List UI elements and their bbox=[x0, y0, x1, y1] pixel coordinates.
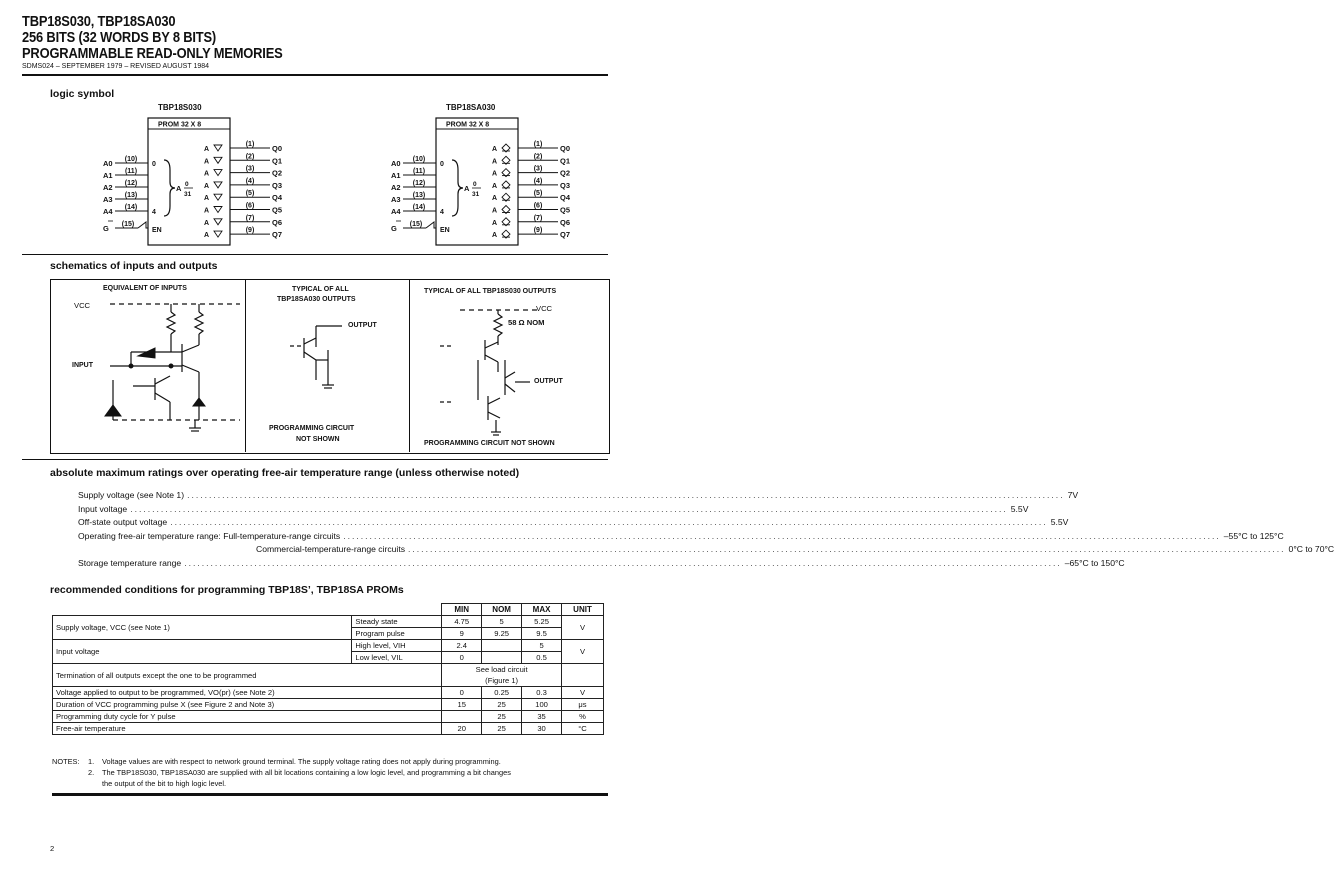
abs-max-label: Off-state output voltage bbox=[78, 517, 168, 527]
output-a: A bbox=[492, 158, 498, 166]
schematics-rule bbox=[22, 459, 608, 460]
rec-cond-table bbox=[52, 603, 604, 735]
dur-label: Duration of VCC programming pulse X (see Figure 2 and Note 3) bbox=[53, 699, 442, 711]
output-a: A bbox=[204, 219, 210, 227]
prog-max: 9.5 bbox=[522, 628, 562, 640]
dur-min: 15 bbox=[442, 699, 482, 711]
address-top: 0 bbox=[185, 181, 189, 188]
term-value-line2: (Figure 1) bbox=[485, 676, 519, 685]
supply-label: Supply voltage, VCC (see Note 1) bbox=[53, 616, 352, 640]
input-a1: A1 bbox=[391, 171, 401, 180]
abs-max-row bbox=[78, 503, 1029, 518]
panel3-output: OUTPUT bbox=[534, 378, 563, 385]
abs-max-value: 5.5V bbox=[1010, 503, 1029, 514]
output-q4: Q4 bbox=[560, 193, 571, 203]
output-q6: Q6 bbox=[272, 217, 283, 227]
output-pin: (6) bbox=[245, 202, 255, 210]
temp-unit: °C bbox=[562, 723, 604, 735]
input-pin: (12) bbox=[412, 180, 426, 187]
input-a4: A4 bbox=[391, 207, 401, 216]
input-pin: (10) bbox=[412, 156, 426, 163]
input-pin: (11) bbox=[412, 168, 426, 175]
input-a2: A2 bbox=[391, 183, 401, 192]
prog-min: 9 bbox=[442, 628, 482, 640]
abs-max-value: 5.5V bbox=[1050, 517, 1069, 527]
output-q3: Q3 bbox=[272, 180, 283, 190]
input-pin: (13) bbox=[124, 192, 138, 199]
abs-max-value: –65°C to 150°C bbox=[1064, 557, 1125, 568]
output-a: A bbox=[204, 170, 210, 178]
output-pin: (5) bbox=[245, 190, 255, 198]
duty-min bbox=[442, 711, 482, 723]
input-a0: A0 bbox=[391, 159, 401, 168]
input-label: Input voltage bbox=[53, 640, 352, 664]
input-unit: V bbox=[562, 640, 604, 664]
duty-nom: 25 bbox=[482, 711, 522, 723]
panel2-output: OUTPUT bbox=[348, 322, 377, 329]
duty-label: Programming duty cycle for Y pulse bbox=[53, 711, 442, 723]
temp-label: Free-air temperature bbox=[53, 723, 442, 735]
table-row bbox=[53, 616, 604, 628]
symbol-title: TBP18S030 bbox=[158, 103, 202, 112]
abs-max-value: –55°C to 125°C bbox=[1223, 530, 1284, 541]
vil-label: Low level, VIL bbox=[352, 652, 442, 664]
clamp-diode-icon bbox=[105, 405, 121, 416]
output-a: A bbox=[204, 182, 210, 190]
output-pin: (1) bbox=[533, 141, 543, 148]
steady-max: 5.25 bbox=[522, 616, 562, 628]
output-q0: Q0 bbox=[272, 144, 283, 153]
steady-label: Steady state bbox=[352, 616, 442, 628]
doc-reference: SDMS024 – SEPTEMBER 1979 – REVISED AUGUST 1984 bbox=[22, 63, 210, 70]
output-a: A bbox=[492, 182, 498, 190]
output-a: A bbox=[492, 219, 498, 227]
output-a: A bbox=[492, 232, 498, 240]
output-q5: Q5 bbox=[560, 205, 571, 215]
footer-rule bbox=[52, 793, 608, 796]
enable-input: G bbox=[391, 224, 397, 233]
dot-leader: ........................................................................................................................................................................................................ bbox=[343, 530, 1221, 541]
vil-max: 0.5 bbox=[522, 652, 562, 664]
logic-symbol-heading: logic symbol bbox=[50, 88, 115, 100]
temp-nom: 25 bbox=[482, 723, 522, 735]
output-a: A bbox=[492, 207, 498, 215]
input-a3: A3 bbox=[103, 195, 113, 204]
address-top: 0 bbox=[473, 181, 477, 188]
table-row bbox=[53, 687, 604, 699]
output-pin: (9) bbox=[245, 227, 255, 235]
title-line-2: 256 BITS (32 WORDS BY 8 BITS) bbox=[22, 29, 217, 46]
temp-max: 30 bbox=[522, 723, 562, 735]
range-low: 0 bbox=[152, 161, 156, 168]
table-row bbox=[53, 699, 604, 711]
vih-max: 5 bbox=[522, 640, 562, 652]
abs-max-value: 0°C to 70°C bbox=[1288, 544, 1334, 554]
address-bottom: 31 bbox=[472, 191, 480, 198]
table-row bbox=[53, 723, 604, 735]
output-q6: Q6 bbox=[560, 217, 571, 227]
address-label: A bbox=[176, 184, 182, 193]
note-2-num: 2. bbox=[88, 768, 95, 777]
input-a4: A4 bbox=[103, 207, 113, 216]
prom-box-label: PROM 32 X 8 bbox=[446, 121, 490, 129]
input-a3: A3 bbox=[391, 195, 401, 204]
abs-max-row bbox=[78, 557, 1125, 572]
output-q2: Q2 bbox=[560, 168, 571, 178]
output-q1: Q1 bbox=[560, 156, 571, 166]
output-pin: (2) bbox=[533, 153, 543, 161]
col-nom: NOM bbox=[482, 604, 522, 616]
schematics-svg bbox=[0, 0, 680, 470]
output-q1: Q1 bbox=[272, 156, 283, 166]
enable-pin: (15) bbox=[121, 221, 135, 228]
steady-min: 4.75 bbox=[442, 616, 482, 628]
term-value-line1: See load circuit bbox=[475, 665, 528, 674]
output-q4: Q4 bbox=[272, 193, 283, 203]
panel3-vcc: VCC bbox=[536, 304, 553, 313]
abs-max-row bbox=[78, 530, 1284, 545]
dot-leader: ........................................................................................................................................................................................................ bbox=[408, 544, 1286, 554]
prog-label: Program pulse bbox=[352, 628, 442, 640]
schottky-diode-icon bbox=[193, 398, 205, 406]
abs-max-row bbox=[78, 517, 1069, 531]
note-1: Voltage values are with respect to network ground terminal. The supply voltage rating does not apply during programming. bbox=[102, 757, 501, 766]
output-q7: Q7 bbox=[560, 230, 571, 240]
page-number: 2 bbox=[50, 844, 55, 853]
abs-max-row bbox=[78, 544, 1334, 558]
input-pin: (14) bbox=[412, 204, 426, 211]
address-label: A bbox=[464, 184, 470, 193]
title-line-3: PROGRAMMABLE READ-ONLY MEMORIES bbox=[22, 45, 283, 62]
output-a: A bbox=[492, 195, 498, 203]
output-pin: (4) bbox=[533, 177, 543, 185]
table-row bbox=[53, 711, 604, 723]
term-label: Termination of all outputs except the one to be programmed bbox=[53, 664, 442, 687]
abs-max-label: Operating free-air temperature range: Full-temperature-range circuits bbox=[78, 530, 341, 541]
input-pin: (11) bbox=[124, 168, 138, 175]
output-pin: (2) bbox=[245, 153, 255, 161]
input-a2: A2 bbox=[103, 183, 113, 192]
panel2-note-2: NOT SHOWN bbox=[296, 436, 340, 443]
dot-leader: ........................................................................................................................................................................................................ bbox=[184, 557, 1062, 568]
panel3-note: PROGRAMMING CIRCUIT NOT SHOWN bbox=[424, 440, 555, 447]
output-pin: (3) bbox=[245, 165, 255, 173]
output-pin: (1) bbox=[245, 141, 255, 148]
output-pin: (5) bbox=[533, 190, 543, 198]
enable-label: EN bbox=[152, 227, 162, 234]
input-a1: A1 bbox=[103, 171, 113, 180]
output-pin: (6) bbox=[533, 202, 543, 210]
output-q2: Q2 bbox=[272, 168, 283, 178]
panel2-note-1: PROGRAMMING CIRCUIT bbox=[269, 425, 355, 432]
abs-max-label: Commercial-temperature-range circuits bbox=[256, 544, 406, 554]
output-a: A bbox=[204, 146, 210, 153]
panel3-title: TYPICAL OF ALL TBP18S030 OUTPUTS bbox=[424, 288, 557, 295]
panel3-resistor: 58 Ω NOM bbox=[508, 318, 545, 327]
abs-max-heading: absolute maximum ratings over operating free-air temperature range (unless otherwise noted) bbox=[50, 467, 520, 479]
vo-label: Voltage applied to output to be programmed, VO(pr) (see Note 2) bbox=[53, 687, 442, 699]
enable-pin: (15) bbox=[409, 221, 423, 228]
abs-max-label: Storage temperature range bbox=[78, 557, 182, 568]
enable-label: EN bbox=[440, 227, 450, 234]
vih-label: High level, VIH bbox=[352, 640, 442, 652]
panel1-title: EQUIVALENT OF INPUTS bbox=[103, 285, 187, 292]
rec-cond-heading: recommended conditions for programming TBP18S’, TBP18SA PROMs bbox=[50, 584, 404, 596]
note-2-line1: The TBP18S030, TBP18SA030 are supplied with all bit locations containing a low logic level, and programming a bit changes bbox=[102, 768, 511, 777]
panel2-title-1: TYPICAL OF ALL bbox=[292, 286, 349, 293]
output-pin: (7) bbox=[245, 214, 255, 222]
table-header-row bbox=[53, 604, 604, 616]
output-a: A bbox=[492, 146, 498, 153]
output-q5: Q5 bbox=[272, 205, 283, 215]
dur-unit: μs bbox=[562, 699, 604, 711]
output-a: A bbox=[204, 158, 210, 166]
vo-min: 0 bbox=[442, 687, 482, 699]
vih-nom bbox=[482, 640, 522, 652]
dot-leader: ........................................................................................................................................................................................................ bbox=[187, 490, 1065, 500]
output-a: A bbox=[492, 170, 498, 178]
output-q3: Q3 bbox=[560, 180, 571, 190]
vil-min: 0 bbox=[442, 652, 482, 664]
term-value bbox=[442, 664, 562, 687]
col-min: MIN bbox=[442, 604, 482, 616]
input-a0: A0 bbox=[103, 159, 113, 168]
prom-box-label: PROM 32 X 8 bbox=[158, 121, 202, 129]
output-pin: (4) bbox=[245, 177, 255, 185]
output-pin: (9) bbox=[533, 227, 543, 235]
panel1-vcc: VCC bbox=[74, 301, 91, 310]
vo-max: 0.3 bbox=[522, 687, 562, 699]
title-line-1: TBP18S030, TBP18SA030 bbox=[22, 13, 176, 30]
abs-max-label: Input voltage bbox=[78, 503, 128, 514]
dur-max: 100 bbox=[522, 699, 562, 711]
vih-min: 2.4 bbox=[442, 640, 482, 652]
output-q7: Q7 bbox=[272, 230, 283, 240]
steady-nom: 5 bbox=[482, 616, 522, 628]
dur-nom: 25 bbox=[482, 699, 522, 711]
duty-unit: % bbox=[562, 711, 604, 723]
temp-min: 20 bbox=[442, 723, 482, 735]
abs-max-row bbox=[78, 490, 1079, 504]
duty-max: 35 bbox=[522, 711, 562, 723]
dot-leader: ........................................................................................................................................................................................................ bbox=[130, 503, 1008, 514]
note-2-line2: the output of the bit to high logic level. bbox=[102, 779, 227, 788]
input-pin: (12) bbox=[124, 180, 138, 187]
note-1-num: 1. bbox=[88, 757, 95, 766]
range-low: 0 bbox=[440, 161, 444, 168]
dot-leader: ........................................................................................................................................................................................................ bbox=[170, 517, 1048, 527]
supply-unit: V bbox=[562, 616, 604, 640]
output-a: A bbox=[204, 232, 210, 240]
table-row bbox=[53, 664, 604, 687]
output-a: A bbox=[204, 207, 210, 215]
input-diode-icon bbox=[138, 348, 155, 358]
vil-nom bbox=[482, 652, 522, 664]
vo-nom: 0.25 bbox=[482, 687, 522, 699]
notes-prefix: NOTES: bbox=[52, 757, 80, 766]
col-max: MAX bbox=[522, 604, 562, 616]
abs-max-list bbox=[78, 490, 1334, 571]
range-high: 4 bbox=[440, 209, 444, 216]
symbol-title: TBP18SA030 bbox=[446, 103, 496, 112]
abs-max-value: 7V bbox=[1067, 490, 1079, 500]
enable-input: G bbox=[103, 224, 109, 233]
col-unit: UNIT bbox=[562, 604, 604, 616]
input-pin: (10) bbox=[124, 156, 138, 163]
output-q0: Q0 bbox=[560, 144, 571, 153]
panel2-title-2: TBP18SA030 OUTPUTS bbox=[277, 296, 356, 303]
output-pin: (7) bbox=[533, 214, 543, 222]
output-pin: (3) bbox=[533, 165, 543, 173]
schematics-heading: schematics of inputs and outputs bbox=[50, 260, 218, 272]
abs-max-label: Supply voltage (see Note 1) bbox=[78, 490, 185, 500]
prog-nom: 9.25 bbox=[482, 628, 522, 640]
range-high: 4 bbox=[152, 209, 156, 216]
table-row bbox=[53, 640, 604, 652]
vo-unit: V bbox=[562, 687, 604, 699]
input-pin: (14) bbox=[124, 204, 138, 211]
output-a: A bbox=[204, 195, 210, 203]
panel1-input: INPUT bbox=[72, 362, 93, 369]
input-pin: (13) bbox=[412, 192, 426, 199]
address-bottom: 31 bbox=[184, 191, 192, 198]
